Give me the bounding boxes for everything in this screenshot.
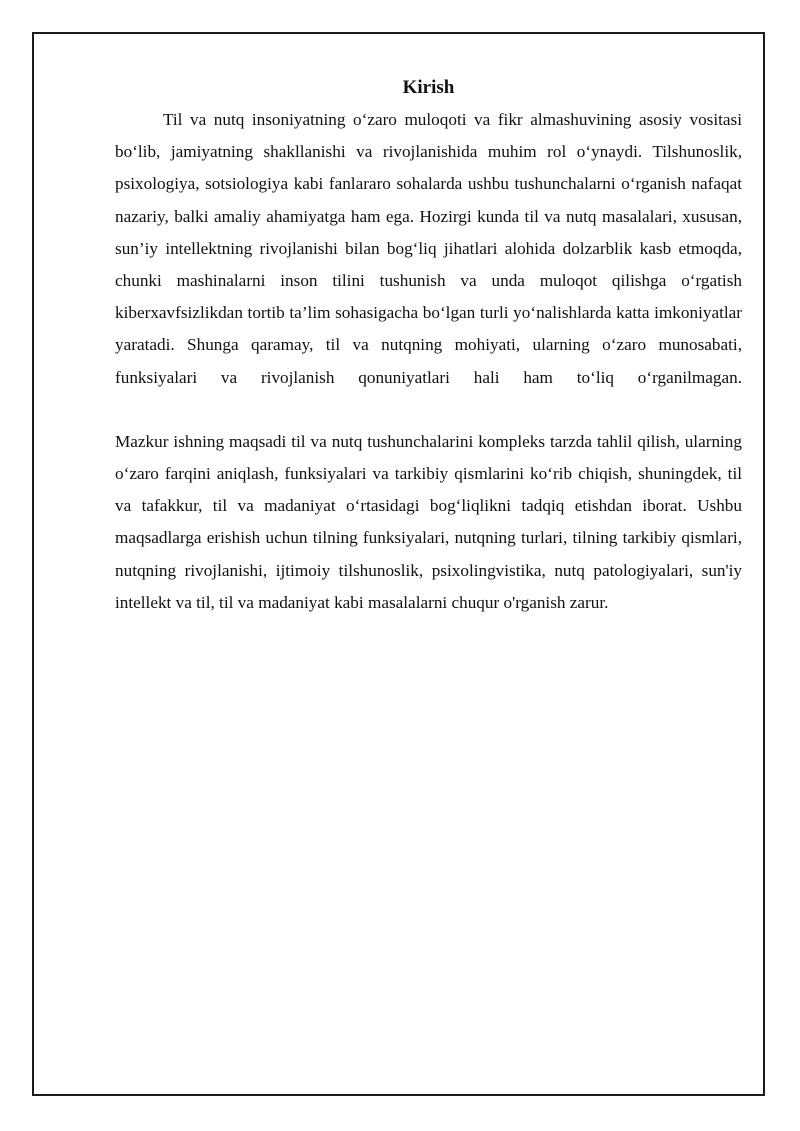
section-title: Kirish <box>402 77 455 98</box>
document-body <box>115 74 742 619</box>
purpose-paragraph: Mazkur ishning maqsadi til va nutq tushunchalarini kompleks tarzda tahlil qilish, ularning o‘zaro farqini aniqlash, funksiyalari va tarkibiy qismlarini ko‘rib chiqish, shuningdek, til va tafakkur, til va madaniyat o‘rtasidagi bog‘liqlikni tadqiq etishdan iborat. Ushbu maqsadlarga erishish uchun tilning funksiyalari, nutqning turlari, tilning tarkibiy qismlari, nutqning rivojlanishi, ijtimoiy tilshunoslik, psixolingvistika, nutq patologiyalari, sun'iy intellekt va til, til va madaniyat kabi masalalarni chuqur o'rganish zarur. <box>115 431 742 612</box>
intro-paragraph: Til va nutq insoniyatning o‘zaro muloqoti va fikr almashuvining asosiy vositasi bo‘lib, jamiyatning shakllanishi va rivojlanishida muhim rol o‘ynaydi. Tilshunoslik, psixologiya, sotsiologiya kabi fanlararo sohalarda ushbu tushunchalarni o‘rganish nafaqat nazariy, balki amaliy ahamiyatga ham ega. Hozirgi kunda til va nutq masalalari, xususan, sun’iy intellektning rivojlanishi bilan bog‘liq jihatlari alohida dolzarblik kasb etmoqda, chunki mashinalarni inson tilini tushunish va unda muloqot qilishga o‘rgatish kiberxavfsizlikdan tortib ta’lim sohasigacha bo‘lgan turli yo‘nalishlarda katta imkoniyatlar yaratadi. Shunga qaramay, til va nutqning mohiyati, ularning o‘zaro munosabati, funksiyalari va rivojlanish qonuniyatlari hali ham to‘liq o‘rganilmagan. <box>115 110 742 387</box>
